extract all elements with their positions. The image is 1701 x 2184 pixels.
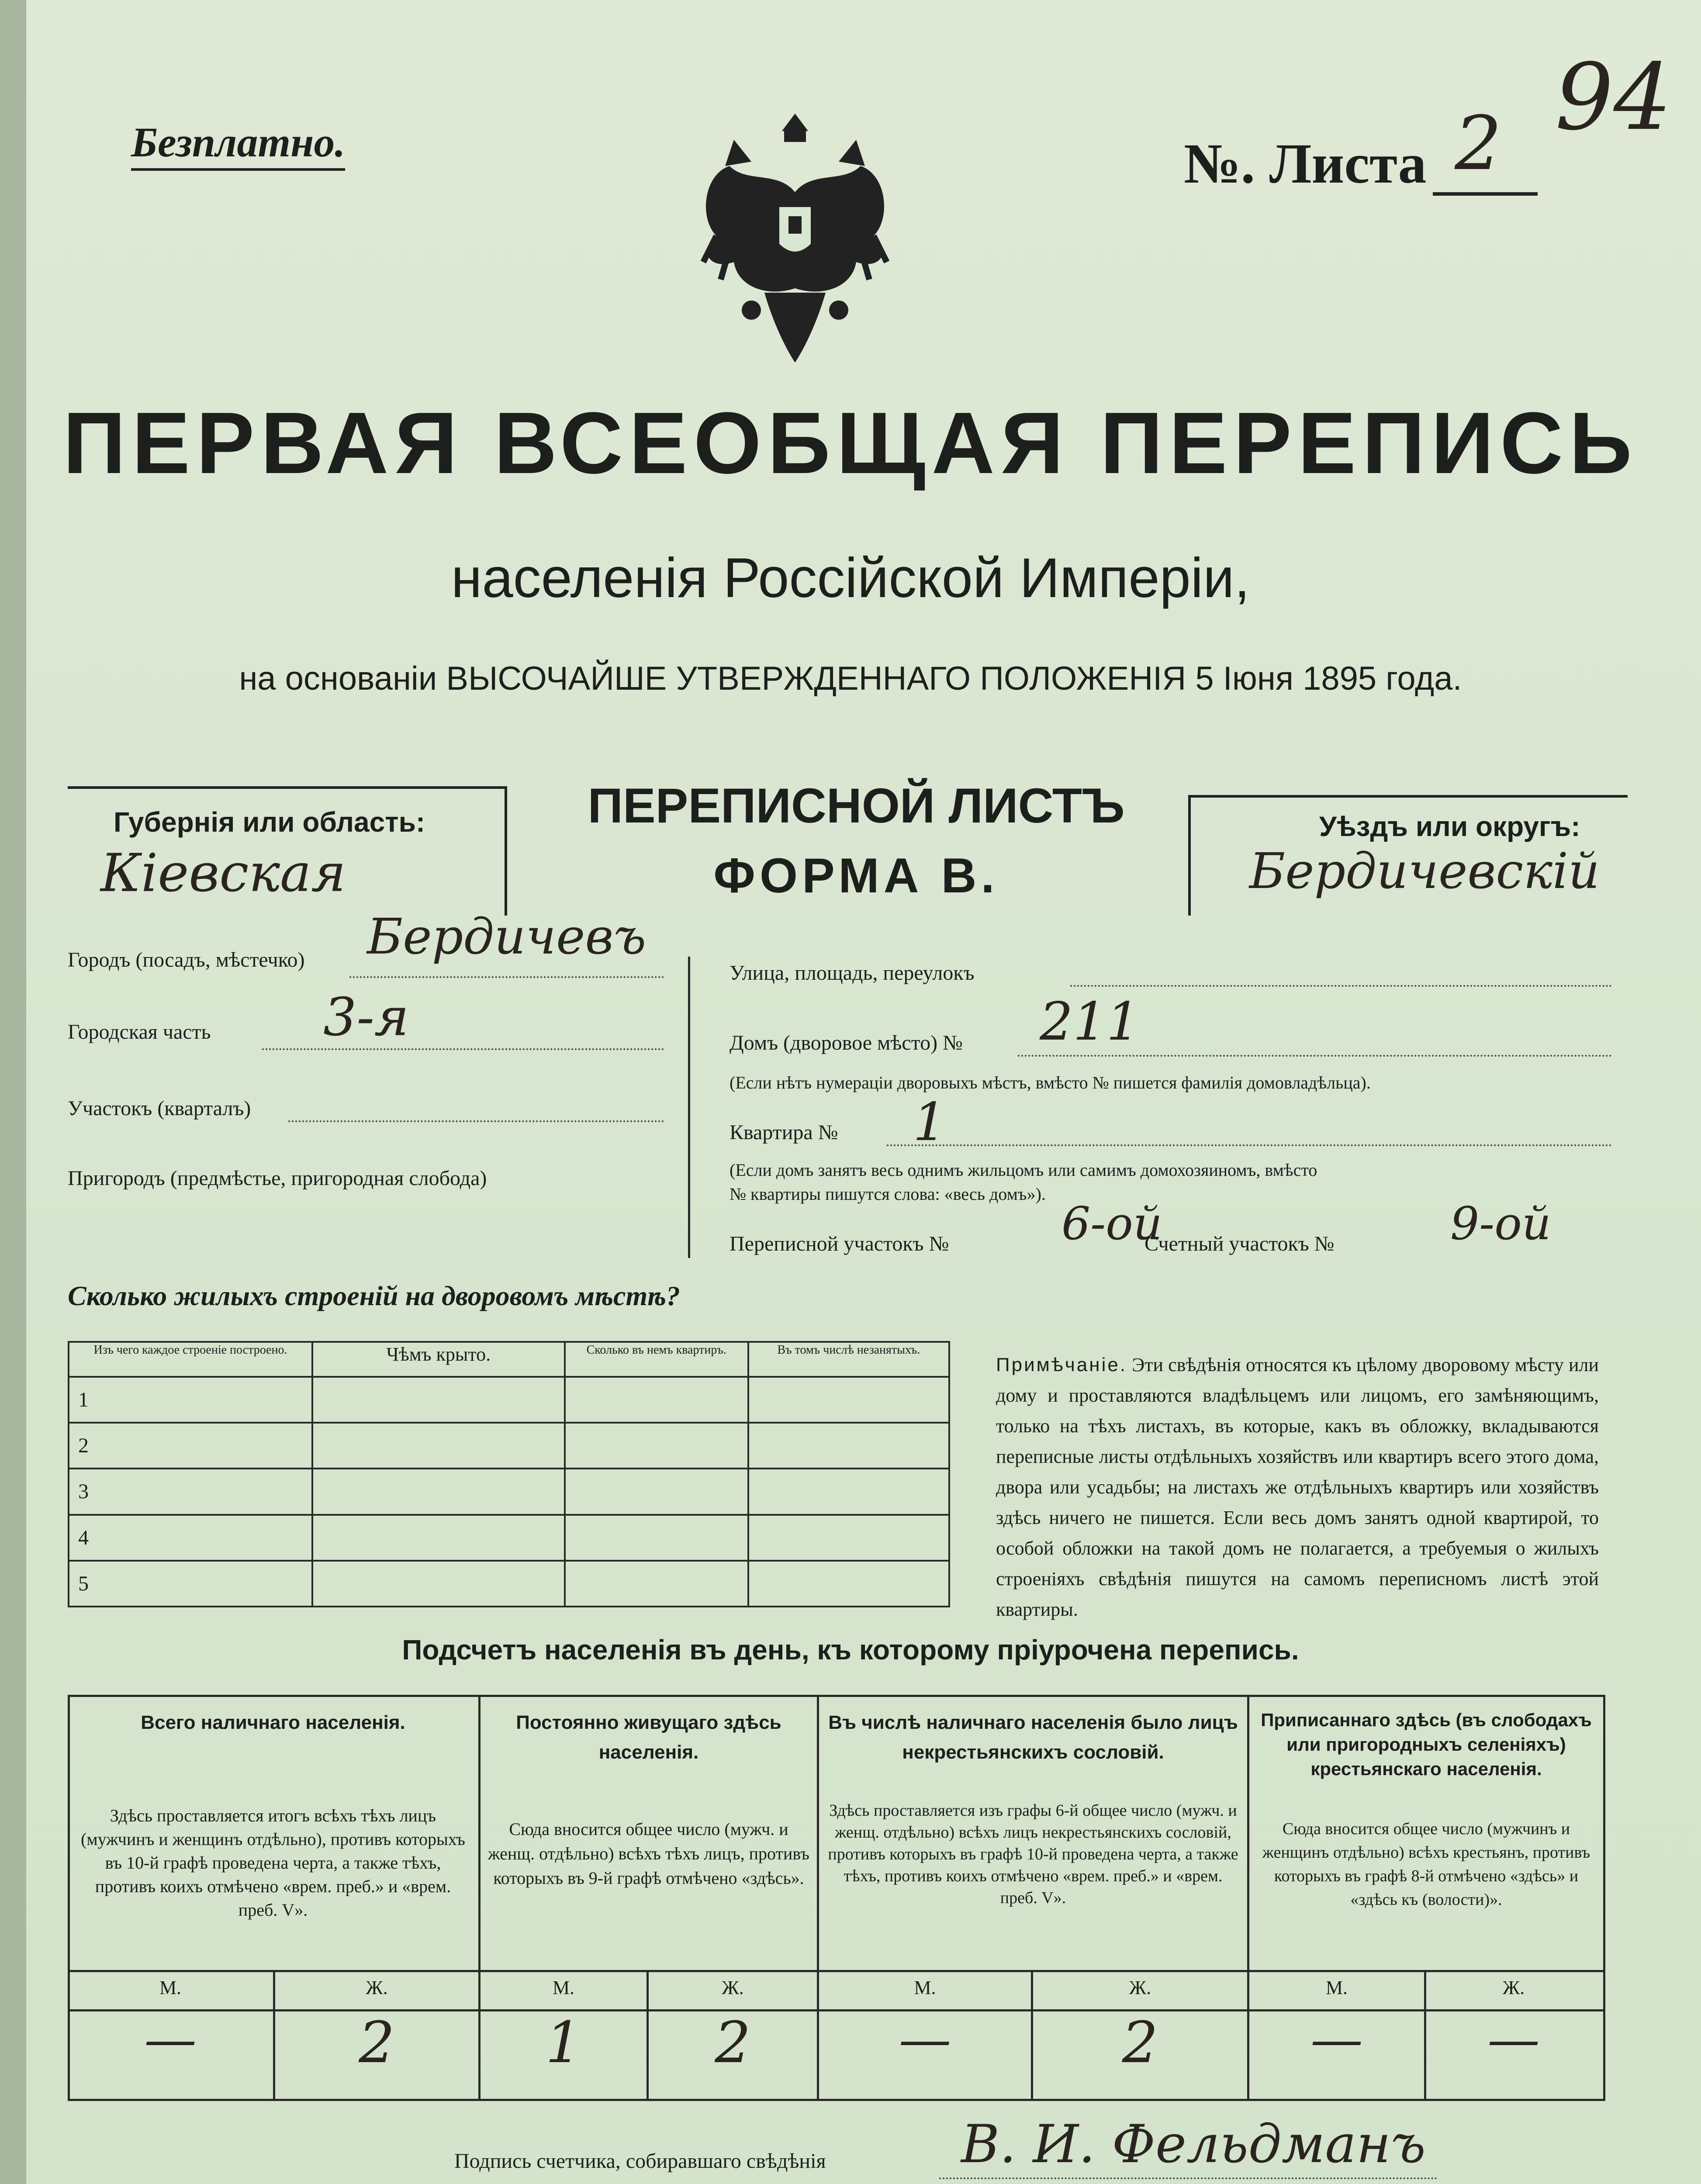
uezd-label: Уѣздъ или округъ: <box>1319 811 1580 842</box>
street-line <box>1070 985 1612 987</box>
counting-district-label: Счетный участокъ № <box>1144 1232 1335 1255</box>
enumerator-signature-label: Подпись счетчика, собиравшаго свѣдѣнія <box>454 2149 826 2173</box>
census-basis: на основаніи ВЫСОЧАЙШЕ УТВЕРЖДЕННАГО ПОЛОЖЕНІЯ 5 Іюня 1895 года. <box>239 660 1462 697</box>
sheet-number-label: №. Листа <box>1184 132 1427 195</box>
double-headed-eagle-icon <box>699 105 891 367</box>
city-part-line <box>262 1048 664 1050</box>
city-part-value: 3-я <box>323 987 409 1048</box>
flat-line <box>887 1144 1612 1146</box>
gubernia-value: Кіевская <box>100 843 346 904</box>
census-district-label: Переписной участокъ № <box>729 1232 949 1255</box>
census-district-value: 6-ой <box>1061 1197 1162 1250</box>
population-col-desc: Сюда вносится общее число (мужч. и женщ. отдѣльно) всѣхъ тѣхъ лицъ, противъ которыхъ въ 9-й графѣ отмѣчено «здѣсь». <box>488 1819 809 1888</box>
population-col-head: Всего наличнаго населенія. <box>141 1712 405 1733</box>
population-col-desc: Здѣсь проставляется итогъ всѣхъ тѣхъ лицъ (мужчинъ и женщинъ отдѣльно), противъ которыхъ въ 10-й графѣ проведена черта, а также тѣхъ, противъ коихъ отмѣчено «врем. преб.» и «врем. преб. V». <box>81 1806 465 1920</box>
address-divider <box>688 957 690 1258</box>
population-col-head: Приписаннаго здѣсь (въ слободахъ или пригородныхъ селеніяхъ) крестьянскаго населенія. <box>1261 1710 1592 1779</box>
free-label: Безплатно. <box>131 118 345 171</box>
population-m-value: — <box>1310 2009 1363 2070</box>
population-m-value: 1 <box>545 2009 582 2076</box>
population-m-value: — <box>144 2009 197 2070</box>
signature-line <box>939 2177 1437 2179</box>
flat-note-2: № квартиры пишутся слова: «весь домъ»). <box>729 1184 1046 1204</box>
buildings-header-vacant: Въ томъ числѣ незанятыхъ. <box>748 1342 949 1377</box>
house-note: (Если нѣтъ нумераціи дворовыхъ мѣстъ, вмѣсто № пишется фамилія домовладѣльца). <box>729 1073 1371 1092</box>
flat-label: Квартира № <box>729 1121 838 1144</box>
population-col-desc: Сюда вносится общее число (мужчинъ и женщинъ отдѣльно) всѣхъ крестьянъ, противъ которыхъ въ графѣ 8-й отмѣчено «здѣсь» и «здѣсь къ (волости)». <box>1262 1820 1590 1909</box>
sheet-number-value: 2 <box>1455 100 1502 187</box>
population-col-head: Постоянно живущаго здѣсь населенія. <box>516 1712 781 1763</box>
city-line <box>349 976 664 978</box>
enumerator-signature: В. И. Фельдманъ <box>961 2114 1426 2175</box>
population-f-value: 2 <box>715 2009 751 2076</box>
buildings-header-roof: Чѣмъ крыто. <box>312 1342 565 1377</box>
buildings-question: Сколько жилыхъ строеній на дворовомъ мѣстѣ? <box>68 1280 680 1311</box>
suburb-label: Пригородъ (предмѣстье, пригородная слобода) <box>68 1167 487 1190</box>
buildings-row-number: 1 <box>69 1377 312 1423</box>
city-part-label: Городская часть <box>68 1020 211 1044</box>
population-title: Подсчетъ населенія въ день, къ которому пріурочена перепись. <box>402 1634 1299 1666</box>
population-m-label: М. <box>552 1977 575 1998</box>
buildings-note-text: Эти свѣдѣнія относятся къ цѣлому дворовому мѣсту или дому и проставляются владѣльцемъ или лицомъ, его замѣняющимъ, только на тѣхъ листахъ, въ которые, какъ въ обложку, вкладываются переписные листы отдѣльныхъ хозяйствъ или квартиръ всего этого дома, двора или усадьбы; на листахъ же отдѣльныхъ квартиръ или хозяйствъ здѣсь ничего не пишется. Если весь домъ занятъ одной квартирой, то особой обложки на такой домъ не полагается, а требуемыя о жилыхъ строеніяхъ свѣдѣнія пишутся на самомъ переписномъ листѣ этой квартиры. <box>996 1354 1599 1620</box>
house-value: 211 <box>1040 992 1140 1052</box>
population-f-label: Ж. <box>366 1977 388 1998</box>
census-subtitle: населенія Россійской Имперіи, <box>451 547 1250 609</box>
buildings-row-number: 5 <box>69 1561 312 1607</box>
city-label: Городъ (посадъ, мѣстечко) <box>68 948 305 971</box>
form-label: ФОРМА В. <box>713 848 999 903</box>
gubernia-label: Губернія или область: <box>114 806 425 838</box>
buildings-header-flats: Сколько въ немъ квартиръ. <box>565 1342 748 1377</box>
house-line <box>1018 1055 1612 1057</box>
population-m-label: М. <box>914 1977 936 1998</box>
flat-value: 1 <box>913 1092 947 1153</box>
city-value: Бердичевъ <box>367 909 647 965</box>
population-f-value: 2 <box>359 2009 395 2076</box>
district-line <box>288 1120 664 1122</box>
uezd-value: Бердичевскій <box>1249 843 1600 900</box>
population-f-label: Ж. <box>1502 1977 1525 1998</box>
population-values-divider <box>68 1970 1605 1972</box>
flat-note-1: (Если домъ занятъ весь однимъ жильцомъ или самимъ домохозяиномъ, вмѣсто <box>729 1160 1317 1180</box>
counting-district-value: 9-ой <box>1450 1197 1551 1250</box>
population-m-label: М. <box>159 1977 182 1998</box>
buildings-row-number: 4 <box>69 1515 312 1561</box>
buildings-row-number: 3 <box>69 1469 312 1514</box>
buildings-header-material: Изъ чего каждое строеніе построено. <box>69 1342 312 1377</box>
population-f-label: Ж. <box>1129 1977 1151 1998</box>
population-f-label: Ж. <box>722 1977 744 1998</box>
sheet-number-line <box>1433 192 1538 196</box>
population-m-label: М. <box>1325 1977 1348 1998</box>
page-edge <box>0 0 26 2184</box>
population-col-head: Въ числѣ наличнаго населенія было лицъ некрестьянскихъ сословій. <box>828 1712 1238 1763</box>
buildings-note-head: Примѣчаніе. <box>996 1354 1127 1375</box>
house-label: Домъ (дворовое мѣсто) № <box>729 1031 963 1054</box>
population-col-desc: Здѣсь проставляется изъ графы 6-й общее число (мужч. и женщ. отдѣльно) всѣхъ лицъ некрестьянскихъ сословій, противъ которыхъ въ графѣ 10-й проведена черта, а также тѣхъ, противъ коихъ отмѣчено «врем. преб.» и «врем. преб. V». <box>828 1801 1238 1907</box>
buildings-table <box>68 1341 950 1607</box>
population-m-value: — <box>899 2009 951 2070</box>
form-center-title: ПЕРЕПИСНОЙ ЛИСТЪ <box>588 778 1125 833</box>
district-label: Участокъ (кварталъ) <box>68 1097 251 1120</box>
street-label: Улица, площадь, переулокъ <box>729 961 975 985</box>
population-f-value: — <box>1487 2009 1540 2070</box>
buildings-note <box>996 1350 1599 1625</box>
buildings-row-number: 2 <box>69 1423 312 1469</box>
population-f-value: 2 <box>1122 2009 1158 2076</box>
census-main-title: ПЕРВАЯ ВСЕОБЩАЯ ПЕРЕПИСЬ <box>63 394 1638 492</box>
archive-number: 94 <box>1555 44 1672 151</box>
